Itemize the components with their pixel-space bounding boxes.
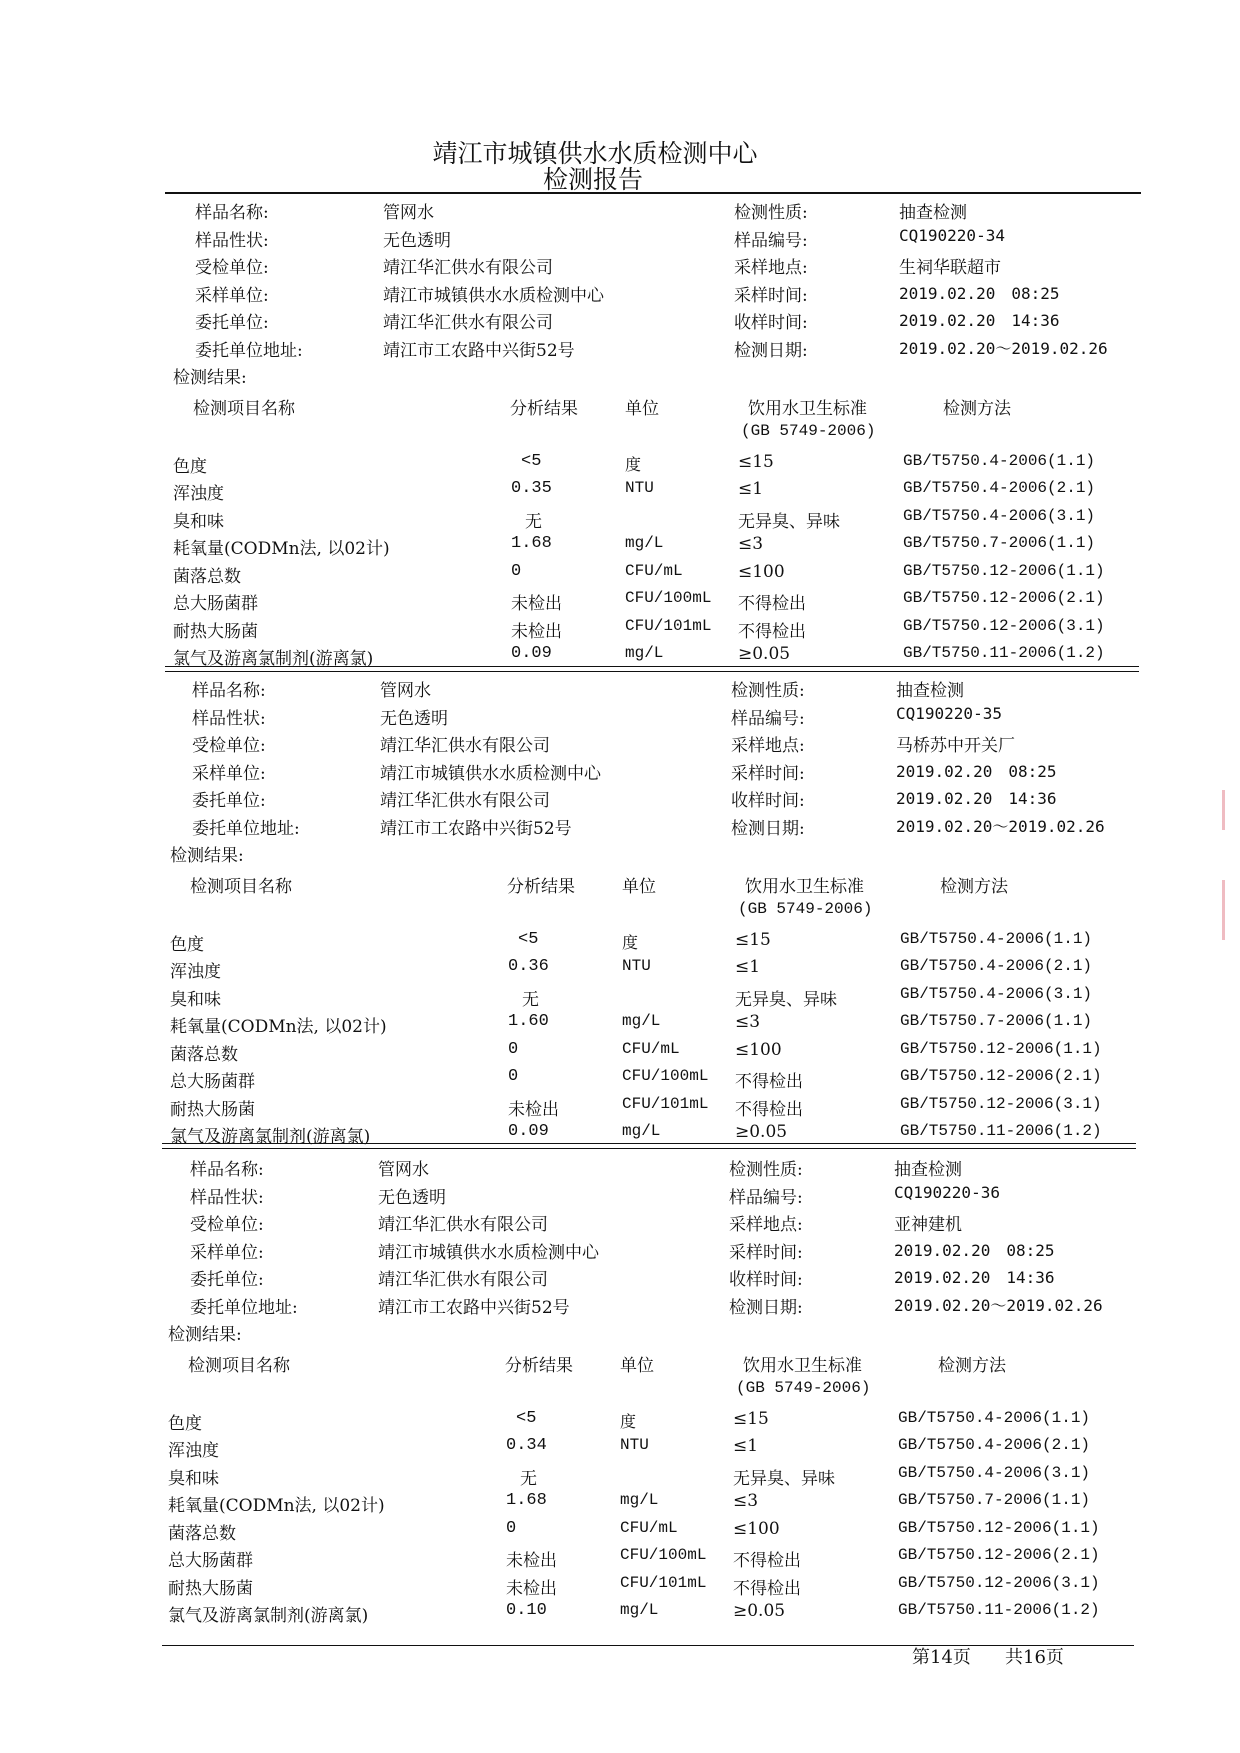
- info-label: 检测性质:: [731, 681, 805, 701]
- cell-unit: 度: [625, 456, 642, 475]
- table-row: [168, 1546, 1128, 1571]
- cell-method: GB/T5750.12-2006(2.1): [900, 1067, 1102, 1085]
- cell-result: 未检出: [508, 1101, 559, 1121]
- cell-standard: ≤100: [733, 1518, 780, 1539]
- cell-unit: CFU/100mL: [625, 589, 712, 607]
- info-label: 检测日期:: [731, 818, 805, 839]
- info-label: 检测日期:: [734, 340, 808, 361]
- cell-standard: ≤100: [738, 561, 785, 582]
- cell-unit: mg/L: [625, 534, 664, 552]
- cell-unit: mg/L: [620, 1601, 659, 1619]
- table-row: [168, 1464, 1128, 1489]
- column-header-result: 分析结果: [507, 876, 575, 897]
- table-row: [168, 1409, 1128, 1434]
- cell-item: 氯气及游离氯制剂(游离氯): [168, 1606, 369, 1626]
- cell-item: 色度: [170, 934, 204, 955]
- cell-item: 氯气及游离氯制剂(游离氯): [170, 1127, 371, 1147]
- info-label: 受检单位:: [195, 258, 269, 278]
- info-label: 采样时间:: [734, 285, 808, 306]
- cell-method: GB/T5750.4-2006(2.1): [900, 957, 1093, 975]
- cell-method: GB/T5750.4-2006(1.1): [898, 1408, 1091, 1427]
- info-value: 无色透明: [378, 1187, 446, 1208]
- cell-method: GB/T5750.7-2006(1.1): [898, 1491, 1091, 1509]
- table-row: [173, 452, 1133, 477]
- info-value: 马桥苏中开关厂: [896, 736, 1015, 756]
- footer-rule: [162, 1645, 1134, 1646]
- info-value: 管网水: [378, 1160, 429, 1180]
- cell-standard: ≤15: [735, 929, 771, 950]
- info-value: 2019.02.20 08:25: [894, 1240, 1055, 1260]
- info-label: 委托单位地址:: [195, 340, 303, 361]
- cell-result: 0.34: [506, 1436, 547, 1455]
- cell-unit: mg/L: [620, 1491, 659, 1509]
- cell-method: GB/T5750.11-2006(1.2): [903, 644, 1105, 662]
- cell-result: <5: [516, 1408, 537, 1428]
- table-row: [170, 1012, 1130, 1037]
- cell-result: 0: [508, 1067, 519, 1086]
- cell-unit: NTU: [620, 1436, 649, 1454]
- info-value: 亚神建机: [894, 1215, 962, 1235]
- info-label: 检测日期:: [729, 1297, 803, 1318]
- info-value: 2019.02.20 14:36: [894, 1268, 1055, 1287]
- table-row: [170, 957, 1130, 982]
- info-label: 采样时间:: [731, 763, 805, 784]
- cell-method: GB/T5750.12-2006(1.1): [898, 1518, 1100, 1537]
- column-header-result: 分析结果: [510, 398, 578, 419]
- table-row: [170, 1095, 1130, 1120]
- cell-standard: 不得检出: [738, 594, 806, 614]
- info-label: 样品性状:: [195, 230, 269, 251]
- cell-standard: 无异臭、异味: [733, 1468, 835, 1489]
- table-row: [168, 1574, 1128, 1599]
- info-label: 样品编号:: [729, 1187, 803, 1208]
- cell-item: 浑浊度: [168, 1441, 219, 1461]
- info-value: 2019.02.20 08:25: [896, 761, 1057, 781]
- cell-result: 0: [506, 1518, 517, 1538]
- table-row: [173, 534, 1133, 559]
- info-label: 样品名称:: [192, 681, 266, 701]
- cell-standard: ≤1: [733, 1436, 759, 1456]
- info-row: [195, 308, 1155, 332]
- info-label: 收样时间:: [729, 1270, 803, 1290]
- cell-result: 0.35: [511, 479, 552, 498]
- page-total: 共16页: [1005, 1647, 1064, 1668]
- cell-method: GB/T5750.7-2006(1.1): [903, 534, 1096, 552]
- cell-unit: CFU/mL: [622, 1039, 680, 1058]
- table-row: [170, 985, 1130, 1010]
- info-label: 采样地点:: [729, 1215, 803, 1235]
- info-row: [195, 226, 1155, 250]
- cell-unit: mg/L: [625, 644, 664, 662]
- cell-item: 臭和味: [173, 511, 224, 532]
- info-value: 2019.02.20～2019.02.26: [894, 1295, 1103, 1315]
- info-value: 抽查检测: [899, 203, 967, 223]
- info-label: 样品性状:: [190, 1187, 264, 1208]
- info-value: 靖江华汇供水有限公司: [380, 736, 550, 756]
- cell-item: 耐热大肠菌: [168, 1578, 253, 1599]
- cell-method: GB/T5750.12-2006(2.1): [903, 589, 1105, 607]
- cell-unit: CFU/mL: [620, 1518, 678, 1537]
- cell-method: GB/T5750.4-2006(2.1): [898, 1436, 1091, 1454]
- cell-result: 无: [522, 991, 539, 1011]
- info-value: CQ190220-35: [896, 703, 1002, 723]
- info-label: 样品编号:: [734, 230, 808, 251]
- info-label: 样品名称:: [195, 203, 269, 223]
- cell-result: 未检出: [511, 623, 562, 643]
- cell-result: 未检出: [506, 1553, 557, 1572]
- cell-standard: 不得检出: [733, 1578, 801, 1599]
- info-value: 无色透明: [380, 708, 448, 729]
- info-value: 2019.02.20 14:36: [896, 789, 1057, 808]
- cell-item: 总大肠菌群: [168, 1551, 253, 1571]
- cell-standard: 不得检出: [735, 1099, 803, 1120]
- cell-standard: ≤3: [738, 534, 764, 554]
- cell-method: GB/T5750.12-2006(2.1): [898, 1546, 1100, 1564]
- cell-standard: 无异臭、异味: [735, 989, 837, 1010]
- column-header-standard: 饮用水卫生标准: [745, 876, 864, 897]
- cell-method: GB/T5750.12-2006(1.1): [900, 1039, 1102, 1058]
- table-row: [173, 617, 1133, 642]
- cell-unit: CFU/101mL: [620, 1573, 707, 1592]
- cell-standard: ≥0.05: [733, 1601, 786, 1621]
- cell-result: <5: [521, 451, 542, 471]
- info-row: [195, 336, 1155, 360]
- info-row: [192, 731, 1152, 755]
- table-row: [173, 507, 1133, 532]
- info-label: 受检单位:: [190, 1215, 264, 1235]
- info-value: 靖江市工农路中兴街52号: [380, 818, 572, 839]
- results-heading: 检测结果:: [173, 368, 247, 388]
- info-row: [190, 1293, 1150, 1317]
- cell-result: 未检出: [506, 1580, 557, 1600]
- cell-result: 无: [520, 1470, 537, 1490]
- table-row: [168, 1601, 1128, 1626]
- cell-result: 0.09: [511, 644, 552, 663]
- cell-method: GB/T5750.4-2006(3.1): [898, 1463, 1091, 1482]
- cell-item: 总大肠菌群: [170, 1072, 255, 1092]
- info-value: 抽查检测: [894, 1160, 962, 1180]
- cell-item: 臭和味: [168, 1468, 219, 1489]
- cell-unit: 度: [620, 1413, 637, 1432]
- cell-item: 耐热大肠菌: [170, 1099, 255, 1120]
- cell-item: 浑浊度: [173, 484, 224, 504]
- table-row: [173, 479, 1133, 504]
- cell-method: GB/T5750.11-2006(1.2): [898, 1601, 1100, 1619]
- cell-item: 耗氧量(CODMn法, 以02计): [173, 539, 390, 559]
- cell-item: 色度: [173, 456, 207, 477]
- info-label: 检测性质:: [729, 1160, 803, 1180]
- cell-unit: CFU/100mL: [622, 1067, 709, 1085]
- cell-standard: ≤3: [735, 1012, 761, 1032]
- cell-item: 菌落总数: [173, 566, 241, 587]
- info-row: [192, 704, 1152, 728]
- cell-item: 菌落总数: [168, 1523, 236, 1544]
- cell-standard: ≥0.05: [738, 644, 791, 664]
- cell-method: GB/T5750.12-2006(3.1): [903, 616, 1105, 635]
- info-row: [190, 1155, 1150, 1179]
- table-row: [168, 1436, 1128, 1461]
- info-value: 2019.02.20～2019.02.26: [896, 816, 1105, 836]
- info-value: 2019.02.20 14:36: [899, 311, 1060, 330]
- cell-item: 色度: [168, 1413, 202, 1434]
- cell-result: 0: [511, 561, 522, 581]
- cell-standard: 无异臭、异味: [738, 511, 840, 532]
- info-label: 收样时间:: [731, 791, 805, 811]
- cell-method: GB/T5750.7-2006(1.1): [900, 1012, 1093, 1030]
- cell-result: 无: [525, 513, 542, 533]
- cell-item: 耗氧量(CODMn法, 以02计): [170, 1017, 387, 1037]
- info-label: 采样地点:: [734, 258, 808, 278]
- info-value: 管网水: [380, 681, 431, 701]
- column-header-standard-sub: (GB 5749-2006): [738, 899, 873, 918]
- info-row: [190, 1183, 1150, 1207]
- cell-result: 0.09: [508, 1122, 549, 1141]
- cell-method: GB/T5750.4-2006(1.1): [900, 929, 1093, 948]
- table-row: [170, 1067, 1130, 1092]
- table-row: [173, 589, 1133, 614]
- header-rule: [165, 192, 1141, 194]
- info-label: 样品编号:: [731, 708, 805, 729]
- cell-item: 臭和味: [170, 989, 221, 1010]
- page-number: 第14页: [912, 1647, 971, 1668]
- cell-unit: mg/L: [622, 1012, 661, 1030]
- column-header-item: 检测项目名称: [193, 398, 295, 419]
- info-label: 样品名称:: [190, 1160, 264, 1180]
- cell-standard: ≤15: [733, 1408, 769, 1429]
- column-header-result: 分析结果: [505, 1355, 573, 1376]
- column-header-item: 检测项目名称: [188, 1355, 290, 1376]
- cell-method: GB/T5750.12-2006(1.1): [903, 561, 1105, 580]
- doc-title: 检测报告: [542, 165, 643, 194]
- cell-item: 总大肠菌群: [173, 594, 258, 614]
- cell-standard: 不得检出: [733, 1551, 801, 1571]
- table-row: [170, 930, 1130, 955]
- cell-standard: ≤1: [735, 957, 761, 977]
- column-header-unit: 单位: [625, 398, 659, 419]
- cell-method: GB/T5750.4-2006(3.1): [903, 506, 1096, 525]
- cell-result: 0.36: [508, 957, 549, 976]
- info-label: 委托单位地址:: [190, 1297, 298, 1318]
- column-header-unit: 单位: [620, 1355, 654, 1376]
- column-header-method: 检测方法: [938, 1355, 1006, 1376]
- cell-method: GB/T5750.12-2006(3.1): [898, 1573, 1100, 1592]
- cell-item: 耐热大肠菌: [173, 621, 258, 642]
- info-value: 靖江华汇供水有限公司: [380, 791, 550, 811]
- org-title: 靖江市城镇供水水质检测中心: [432, 139, 758, 168]
- cell-standard: ≤100: [735, 1039, 782, 1060]
- column-header-method: 检测方法: [943, 398, 1011, 419]
- column-header-method: 检测方法: [940, 876, 1008, 897]
- info-row: [190, 1238, 1150, 1262]
- info-label: 委托单位:: [195, 313, 269, 333]
- info-label: 采样单位:: [190, 1242, 264, 1263]
- cell-method: GB/T5750.12-2006(3.1): [900, 1094, 1102, 1113]
- info-value: 靖江市工农路中兴街52号: [378, 1297, 570, 1318]
- cell-unit: CFU/100mL: [620, 1546, 707, 1564]
- info-row: [195, 198, 1155, 222]
- info-value: 靖江市工农路中兴街52号: [383, 340, 575, 361]
- info-value: 靖江市城镇供水水质检测中心: [380, 763, 601, 784]
- cell-result: 未检出: [511, 596, 562, 615]
- cell-item: 浑浊度: [170, 962, 221, 982]
- info-value: 靖江华汇供水有限公司: [378, 1270, 548, 1290]
- column-header-unit: 单位: [622, 876, 656, 897]
- info-value: 靖江市城镇供水水质检测中心: [383, 285, 604, 306]
- column-header-standard-sub: (GB 5749-2006): [736, 1378, 871, 1397]
- cell-item: 氯气及游离氯制剂(游离氯): [173, 649, 374, 669]
- stamp-edge-mark: [1222, 790, 1225, 830]
- cell-unit: CFU/101mL: [625, 616, 712, 635]
- table-row: [168, 1491, 1128, 1516]
- cell-item: 耗氧量(CODMn法, 以02计): [168, 1496, 385, 1516]
- info-label: 受检单位:: [192, 736, 266, 756]
- results-heading: 检测结果:: [168, 1325, 242, 1345]
- info-row: [190, 1210, 1150, 1234]
- info-row: [195, 281, 1155, 305]
- cell-standard: 不得检出: [738, 621, 806, 642]
- info-row: [195, 253, 1155, 277]
- info-value: 无色透明: [383, 230, 451, 251]
- cell-standard: ≤3: [733, 1491, 759, 1511]
- info-label: 检测性质:: [734, 203, 808, 223]
- info-value: 靖江华汇供水有限公司: [378, 1215, 548, 1235]
- table-row: [170, 1040, 1130, 1065]
- info-label: 采样单位:: [192, 763, 266, 784]
- info-value: 靖江华汇供水有限公司: [383, 313, 553, 333]
- cell-unit: CFU/101mL: [622, 1094, 709, 1113]
- info-label: 采样单位:: [195, 285, 269, 306]
- info-value: 生祠华联超市: [899, 258, 1001, 278]
- cell-method: GB/T5750.4-2006(2.1): [903, 479, 1096, 497]
- cell-unit: NTU: [625, 479, 654, 497]
- info-row: [192, 759, 1152, 783]
- info-value: 2019.02.20 08:25: [899, 283, 1060, 303]
- column-header-item: 检测项目名称: [190, 876, 292, 897]
- results-heading: 检测结果:: [170, 846, 244, 866]
- cell-item: 菌落总数: [170, 1044, 238, 1065]
- info-label: 委托单位:: [190, 1270, 264, 1290]
- info-label: 收样时间:: [734, 313, 808, 333]
- cell-unit: NTU: [622, 957, 651, 975]
- cell-standard: 不得检出: [735, 1072, 803, 1092]
- sample-divider: [162, 1143, 1136, 1149]
- cell-result: 1.60: [508, 1012, 549, 1031]
- info-row: [192, 676, 1152, 700]
- cell-unit: 度: [622, 934, 639, 953]
- info-label: 采样时间:: [729, 1242, 803, 1263]
- info-row: [190, 1265, 1150, 1289]
- cell-unit: CFU/mL: [625, 561, 683, 580]
- info-label: 采样地点:: [731, 736, 805, 756]
- info-label: 样品性状:: [192, 708, 266, 729]
- column-header-standard-sub: (GB 5749-2006): [741, 421, 876, 440]
- info-value: 抽查检测: [896, 681, 964, 701]
- stamp-edge-mark: [1222, 880, 1225, 940]
- info-value: CQ190220-34: [899, 225, 1005, 245]
- cell-standard: ≥0.05: [735, 1122, 788, 1142]
- cell-method: GB/T5750.4-2006(1.1): [903, 451, 1096, 470]
- cell-unit: mg/L: [622, 1122, 661, 1140]
- column-header-standard: 饮用水卫生标准: [743, 1355, 862, 1376]
- cell-method: GB/T5750.11-2006(1.2): [900, 1122, 1102, 1140]
- info-label: 委托单位:: [192, 791, 266, 811]
- sample-divider: [165, 666, 1139, 672]
- column-header-standard: 饮用水卫生标准: [748, 398, 867, 419]
- info-row: [192, 786, 1152, 810]
- cell-result: 0: [508, 1039, 519, 1059]
- cell-result: <5: [518, 929, 539, 949]
- table-row: [168, 1519, 1128, 1544]
- cell-result: 1.68: [506, 1491, 547, 1510]
- info-value: 靖江华汇供水有限公司: [383, 258, 553, 278]
- cell-standard: ≤1: [738, 479, 764, 499]
- info-row: [192, 814, 1152, 838]
- info-value: 2019.02.20～2019.02.26: [899, 338, 1108, 358]
- cell-result: 1.68: [511, 534, 552, 553]
- cell-result: 0.10: [506, 1601, 547, 1620]
- info-value: 靖江市城镇供水水质检测中心: [378, 1242, 599, 1263]
- cell-standard: ≤15: [738, 451, 774, 472]
- info-value: CQ190220-36: [894, 1182, 1000, 1202]
- info-value: 管网水: [383, 203, 434, 223]
- info-label: 委托单位地址:: [192, 818, 300, 839]
- table-row: [173, 562, 1133, 587]
- cell-method: GB/T5750.4-2006(3.1): [900, 984, 1093, 1003]
